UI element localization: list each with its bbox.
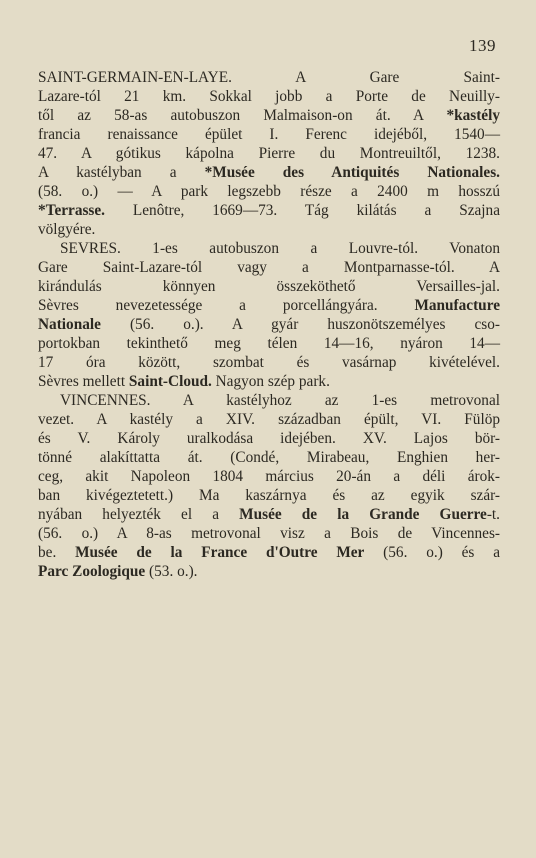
text-run: A kastélyban a (38, 164, 205, 181)
text-line (38, 68, 500, 87)
bold-term: *kastély (446, 107, 500, 124)
text-line (38, 543, 500, 562)
text-run: portokban tekinthető meg télen 14—16, nyáron 14— (38, 335, 500, 352)
text-run: (56. o.) és a (364, 544, 500, 561)
bold-term: Manufacture (414, 297, 500, 314)
text-run: Lenôtre, 1669—73. Tág kilátás a Szajna (104, 202, 500, 219)
text-run: völgyére. (38, 221, 96, 238)
bold-term: Parc Zoologique (38, 563, 146, 580)
text-run: Gare Saint-Lazare-tól vagy a Montparnasse-tól. A (38, 259, 500, 276)
text-run: 17 óra között, szombat és vasárnap kivételével. (38, 354, 500, 371)
text-run: -t. (486, 506, 500, 523)
text-line (38, 220, 500, 239)
text-run: (56. o.). A gyár huszonötszemélyes cso- (100, 316, 500, 333)
text-line (38, 391, 500, 410)
text-run: be. (38, 544, 76, 561)
text-line (38, 277, 500, 296)
text-run: Sèvres mellett (38, 373, 129, 390)
text-line (38, 562, 500, 581)
text-line (38, 258, 500, 277)
text-line (38, 315, 500, 334)
text-run: VINCENNES. (60, 392, 151, 409)
text-run: től az 58-as autobuszon Malmaison-on át. A (38, 107, 447, 124)
text-run: SAINT-GERMAIN-EN-LAYE. (38, 69, 232, 86)
text-run: nyában helyezték el a (38, 506, 240, 523)
text-run: Sèvres nevezetessége a porcellángyára. (38, 297, 415, 314)
text-line (38, 372, 500, 391)
text-run: és V. Károly uralkodása idejében. XV. Lajos bör- (38, 430, 500, 447)
page-number: 139 (469, 36, 496, 55)
text-run: SEVRES. (60, 240, 121, 257)
text-line (38, 201, 500, 220)
text-line (38, 163, 500, 182)
text-run: (58. o.) — A park legszebb része a 2400 m hosszú (38, 183, 500, 200)
text-line (38, 334, 500, 353)
text-run: ceg, akit Napoleon 1804 március 20-án a déli árok- (38, 468, 500, 485)
text-line (38, 144, 500, 163)
text-line (38, 87, 500, 106)
text-line (38, 353, 500, 372)
text-line (38, 296, 500, 315)
text-run: francia renaissance épület I. Ferenc idejéből, 1540— (38, 126, 500, 143)
bold-term: *Musée des Antiquités Nationales. (204, 164, 500, 181)
text-line (38, 505, 500, 524)
text-line (38, 429, 500, 448)
text-run: Lazare-tól 21 km. Sokkal jobb a Porte de Neuilly- (38, 88, 500, 105)
text-line (38, 125, 500, 144)
text-line (38, 410, 500, 429)
body-text (38, 68, 500, 581)
bold-term: Musée de la France d'Outre Mer (75, 544, 365, 561)
text-line (38, 524, 500, 543)
text-line (38, 239, 500, 258)
text-run: (56. o.) A 8-as metrovonal visz a Bois de Vincennes- (38, 525, 500, 542)
text-run: A kastélyhoz az 1-es metrovonal (150, 392, 500, 409)
bold-term: Saint-Cloud. (128, 373, 212, 390)
text-run: 47. A gótikus kápolna Pierre du Montreuiltől, 1238. (38, 145, 500, 162)
bold-term: *Terrasse. (38, 202, 105, 219)
text-line (38, 448, 500, 467)
text-run: kirándulás könnyen összeköthető Versailles-jal. (38, 278, 500, 295)
text-line (38, 486, 500, 505)
text-run: tönné alakíttatta át. (Condé, Mirabeau, Enghien her- (38, 449, 500, 466)
text-run: Nagyon szép park. (211, 373, 330, 390)
text-run: ban kivégeztetett.) Ma kaszárnya és az egyik szár- (38, 487, 500, 504)
text-line (38, 467, 500, 486)
text-line (38, 182, 500, 201)
text-line (38, 106, 500, 125)
text-run: 1-es autobuszon a Louvre-tól. Vonaton (120, 240, 500, 257)
text-run: (53. o.). (145, 563, 198, 580)
bold-term: Musée de la Grande Guerre (239, 506, 487, 523)
bold-term: Nationale (38, 316, 101, 333)
text-run: vezet. A kastély a XIV. században épült, VI. Fülöp (38, 411, 500, 428)
text-run: A Gare Saint- (231, 69, 500, 86)
